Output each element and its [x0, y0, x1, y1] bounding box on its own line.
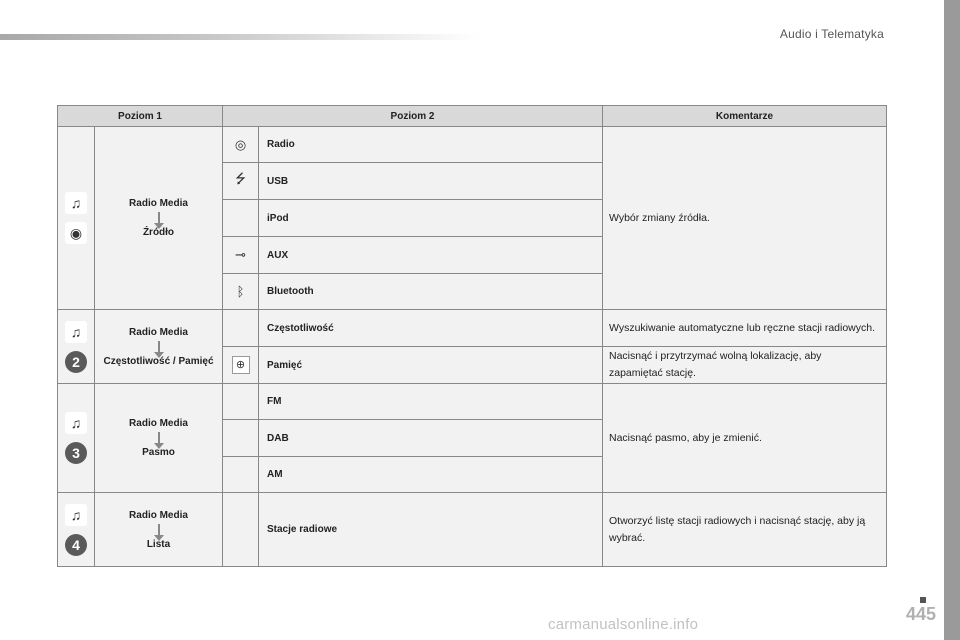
down-arrow-icon	[158, 432, 160, 444]
chapter-sidebar	[944, 0, 960, 640]
down-arrow-icon	[158, 524, 160, 536]
group2-icons	[58, 310, 95, 384]
option-radio: Radio	[259, 127, 603, 163]
option-ipod: iPod	[259, 200, 603, 237]
stations-icon-cell	[223, 493, 259, 567]
group3-level1	[95, 384, 223, 493]
fm-icon-cell	[223, 384, 259, 420]
header-comments: Komentarze	[603, 106, 887, 127]
group1-icons	[58, 127, 95, 310]
section-title: Audio i Telematyka	[779, 27, 884, 41]
step-badge: 2	[65, 351, 87, 373]
music-note-icon: ♫	[65, 192, 87, 214]
table-row	[58, 310, 887, 347]
frequency-comment: Wyszukiwanie automatyczne lub ręczne stacji radiowych.	[603, 310, 887, 347]
level1-main: Radio Media	[129, 198, 188, 209]
header-gradient-bar	[0, 34, 480, 40]
group4-level1	[95, 493, 223, 567]
group3-comment: Nacisnąć pasmo, aby je zmienić.	[603, 384, 887, 493]
level1-main: Radio Media	[129, 326, 188, 338]
option-usb: USB	[259, 163, 603, 200]
table-row	[58, 493, 887, 567]
level1-sub: Lista	[146, 538, 171, 550]
option-fm: FM	[259, 384, 603, 420]
level1-main: Radio Media	[129, 509, 188, 521]
down-arrow-icon	[158, 212, 160, 224]
radio-source-icon: ◉	[65, 222, 87, 244]
menu-table	[57, 105, 887, 567]
page-number: 445	[905, 604, 936, 624]
group4-comment: Otworzyć listę stacji radiowych i nacisnąć stację, aby ją wybrać.	[603, 493, 887, 567]
level1-sub: Pasmo	[142, 447, 175, 458]
usb-icon: ⭍	[223, 163, 259, 200]
dab-icon-cell	[223, 420, 259, 457]
bluetooth-icon: ᛒ	[223, 274, 259, 310]
music-note-icon: ♫	[65, 504, 87, 526]
table-header-row	[58, 106, 887, 127]
group1-comment: Wybór zmiany źródła.	[603, 127, 887, 310]
option-am: AM	[259, 457, 603, 493]
option-memory: Pamięć	[259, 347, 603, 384]
option-dab: DAB	[259, 420, 603, 457]
option-aux: AUX	[259, 237, 603, 274]
option-frequency: Częstotliwość	[259, 310, 603, 347]
page-dot	[920, 597, 926, 603]
memory-icon: ⊕	[223, 347, 259, 384]
step-badge: 4	[65, 534, 87, 556]
music-note-icon: ♫	[65, 321, 87, 343]
level1-main: Radio Media	[129, 418, 188, 429]
step-badge: 3	[65, 442, 87, 464]
header-level2: Poziom 2	[223, 106, 603, 127]
group4-icons	[58, 493, 95, 567]
option-bluetooth: Bluetooth	[259, 274, 603, 310]
am-icon-cell	[223, 457, 259, 493]
header-level1: Poziom 1	[58, 106, 223, 127]
level1-sub: Częstotliwość / Pamięć	[103, 355, 214, 367]
group3-icons	[58, 384, 95, 493]
group1-level1	[95, 127, 223, 310]
ipod-icon-cell	[223, 200, 259, 237]
down-arrow-icon	[158, 341, 160, 353]
memory-comment: Nacisnąć i przytrzymać wolną lokalizację, aby zapamiętać stację.	[603, 347, 887, 384]
table-row	[58, 127, 887, 163]
aux-icon: ⊸	[223, 237, 259, 274]
radio-icon: ◎	[223, 127, 259, 163]
option-stations: Stacje radiowe	[259, 493, 603, 567]
frequency-icon-cell	[223, 310, 259, 347]
music-note-icon: ♫	[65, 412, 87, 434]
table-row	[58, 384, 887, 420]
group2-level1	[95, 310, 223, 384]
watermark: carmanualsonline.info	[548, 616, 699, 633]
level1-sub: Źródło	[142, 227, 175, 238]
